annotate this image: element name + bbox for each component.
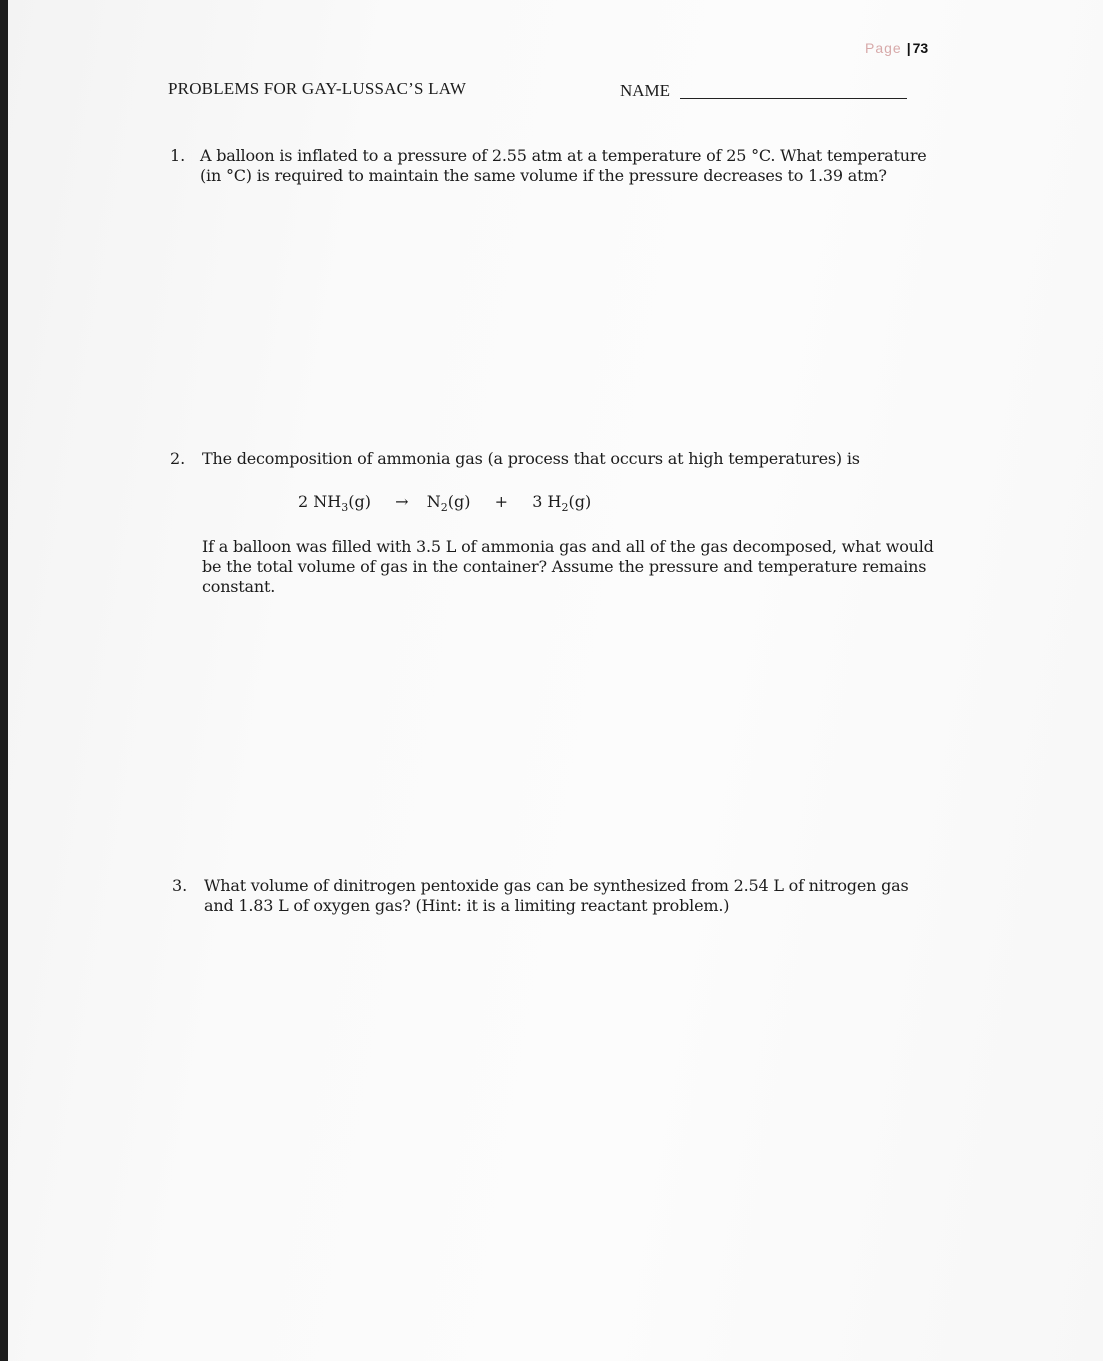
question-2-followup (202, 537, 934, 597)
eq-product-1-subscript: 2 (440, 501, 448, 515)
eq-reactant-state: (g) (348, 492, 371, 511)
eq-product-2-base: H (547, 492, 562, 511)
question-1-text (200, 146, 927, 186)
question-3-line-2: and 1.83 L of oxygen gas? (Hint: it is a limiting reactant problem.) (204, 896, 730, 915)
eq-product-2-formula (548, 492, 592, 514)
eq-product-2-state: (g) (568, 492, 592, 511)
eq-product-1-formula (427, 492, 471, 514)
page-separator: | (906, 40, 911, 56)
name-label: NAME (620, 81, 671, 100)
question-3-line-1: What volume of dinitrogen pentoxide gas can be synthesized from 2.54 L of nitrogen gas (204, 876, 909, 895)
eq-product-2-subscript: 2 (561, 501, 569, 515)
question-3-number: 3. (172, 876, 188, 895)
question-1-line-2: (in °C) is required to maintain the same volume if the pressure decreases to 1.39 atm? (200, 166, 887, 185)
question-2-text (202, 449, 860, 469)
eq-product-1-base: N (426, 492, 441, 511)
question-1-line-1: A balloon is inflated to a pressure of 2.55 atm at a temperature of 25 °C. What temperature (200, 146, 927, 165)
eq-product-1-state: (g) (447, 492, 471, 511)
question-2-number: 2. (170, 449, 186, 468)
worksheet-page (8, 0, 1103, 1361)
name-blank-line (680, 98, 907, 99)
eq-product-2-coefficient: 3 (532, 492, 543, 511)
eq-reactant-coefficient: 2 (298, 492, 309, 511)
page-number-value: 73 (912, 40, 929, 56)
question-2-followup-line-2: be the total volume of gas in the container? Assume the pressure and temperature remains (202, 557, 927, 576)
question-3-text (204, 876, 909, 916)
ammonia-decomposition-equation (298, 492, 591, 514)
question-2-followup-line-1: If a balloon was filled with 3.5 L of ammonia gas and all of the gas decomposed, what would (202, 537, 934, 556)
question-2-followup-line-3: constant. (202, 577, 276, 596)
page-number (865, 40, 928, 56)
eq-reactant-subscript: 3 (341, 501, 349, 515)
worksheet-title: PROBLEMS FOR GAY-LUSSAC’S LAW (168, 79, 467, 98)
eq-plus: + (494, 492, 509, 511)
eq-reactant-base: NH (313, 492, 342, 511)
question-1-number: 1. (170, 146, 186, 165)
eq-arrow: → (395, 492, 409, 511)
page-word: Page (865, 40, 902, 56)
eq-reactant-formula (313, 492, 371, 514)
question-2-line-1: The decomposition of ammonia gas (a process that occurs at high temperatures) is (202, 449, 860, 468)
